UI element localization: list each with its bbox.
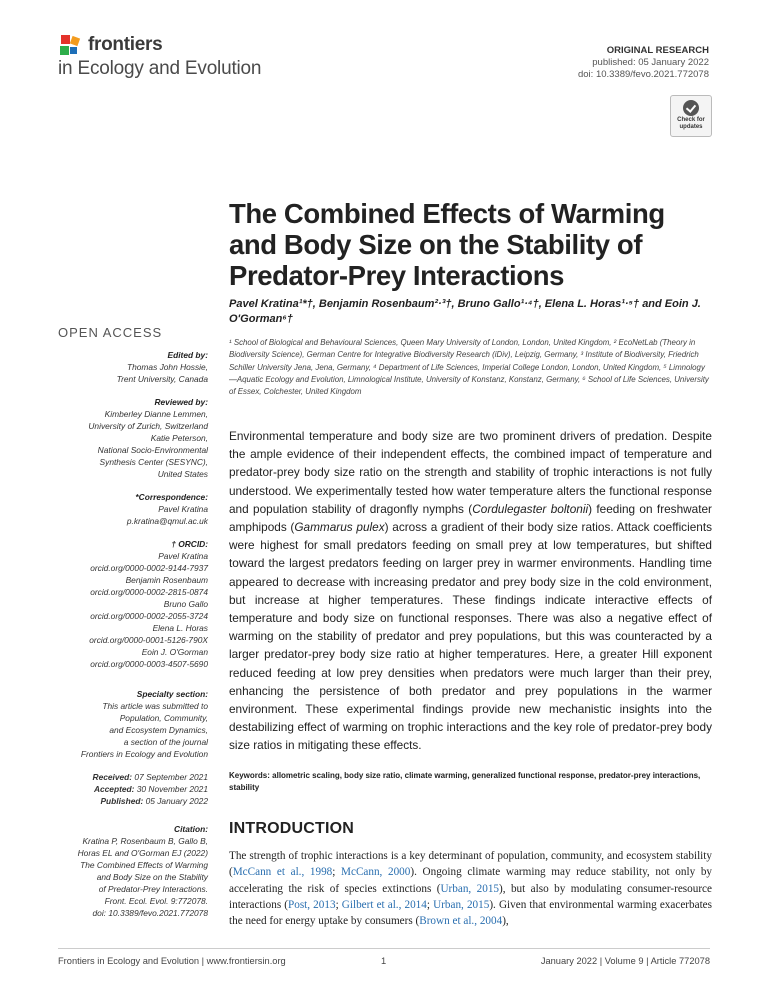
edited-by-label: Edited by:	[167, 350, 208, 360]
author-list: Pavel Kratina¹*†, Benjamin Rosenbaum²·³†, Bruno Gallo¹·⁴†, Elena L. Horas¹·⁵† and Eoin J. O'Gorman⁶†	[229, 298, 701, 325]
orcid-label: † ORCID:	[171, 539, 208, 549]
published-label: Published:	[100, 796, 144, 806]
correspondence-block	[58, 491, 208, 527]
citation-link[interactable]: Gilbert et al., 2014	[341, 898, 427, 911]
published-date: published: 05 January 2022	[592, 57, 709, 68]
body-text: ;	[335, 898, 342, 911]
citation-link[interactable]: Urban, 2015	[433, 898, 490, 911]
dates-block	[58, 771, 208, 807]
specialty-line: This article was submitted to	[102, 701, 208, 711]
correspondence-name: Pavel Kratina	[158, 504, 208, 514]
citation-link[interactable]: Brown et al., 2004	[419, 915, 503, 928]
keywords	[229, 770, 712, 793]
citation-link[interactable]: Urban, 2015	[440, 882, 500, 895]
citation-line: Kratina P, Rosenbaum B, Gallo B,	[82, 836, 208, 846]
species-name: Cordulegaster boltonii	[472, 501, 589, 516]
orcid-link[interactable]: orcid.org/0000-0003-4507-5690	[90, 659, 208, 669]
keywords-value: allometric scaling, body size ratio, climate warming, generalized functional response, predator-prey interactions, stability	[229, 771, 701, 792]
article-type: ORIGINAL RESEARCH	[606, 45, 709, 56]
orcid-link[interactable]: orcid.org/0000-0002-2815-0874	[90, 587, 208, 597]
published-date-sidebar	[58, 795, 208, 807]
citation-block	[58, 823, 208, 919]
abstract-text: ) feeding on freshwater amphipods (	[229, 501, 712, 535]
published-value: 05 January 2022	[145, 796, 208, 806]
journal-brand: frontiers	[88, 34, 163, 55]
received-value: 07 September 2021	[134, 772, 208, 782]
article-title: The Combined Effects of Warming and Body Size on the Stability of Predator-Prey Interactions	[229, 198, 665, 291]
received-label: Received:	[92, 772, 133, 782]
body-text: ;	[426, 898, 434, 911]
citation-link[interactable]: McCann, 2000	[341, 866, 411, 879]
reviewer-line: Kimberley Dianne Lemmen,	[104, 409, 208, 419]
orcid-author: Eoin J. O'Gorman	[141, 647, 208, 657]
article-doi[interactable]: doi: 10.3389/fevo.2021.772078	[577, 69, 709, 80]
correspondence-email[interactable]: p.kratina@qmul.ac.uk	[126, 516, 208, 526]
citation-doi[interactable]: doi: 10.3389/fevo.2021.772078	[92, 908, 208, 918]
section-heading: INTRODUCTION	[229, 820, 355, 837]
article-meta	[578, 45, 709, 81]
page-number: 1	[381, 956, 387, 966]
specialty-label: Specialty section:	[136, 689, 208, 699]
received-date	[58, 771, 208, 783]
affiliations: ¹ School of Biological and Behavioural Sciences, Queen Mary University of London, London, United Kingdom, ² EcoNetLab (Theory in Biodiversity Science), German Centre for Integrative Biodiversity Research (iDiv), Leipzig, Germany, ³ Institute of Biodiversity, Friedrich Schiller University Jena, Jena, Germany, ⁴ Department of Life Sciences, Imperial College London, London, United Kingdom, ⁵ Limnology—Aquatic Ecology and Evolution, Limnological Institute, University of Konstanz, Konstanz, Germany, ⁶ School of Life Sciences, University of Essex, Colchester, United Kingdom	[229, 338, 709, 397]
specialty-line: Population, Community,	[119, 713, 208, 723]
keywords-label: Keywords:	[229, 771, 270, 780]
orcid-author: Bruno Gallo	[163, 599, 208, 609]
body-text: ),	[502, 915, 509, 928]
specialty-block	[58, 688, 208, 760]
open-access-badge: OPEN ACCESS	[58, 325, 163, 340]
reviewer-line: University of Zurich, Switzerland	[88, 421, 208, 431]
specialty-line: and Ecosystem Dynamics,	[109, 725, 208, 735]
check-updates-label-1: Check for	[677, 117, 705, 123]
orcid-block	[58, 538, 208, 670]
accepted-date	[58, 783, 208, 795]
accepted-label: Accepted:	[93, 784, 135, 794]
article-sidebar	[58, 327, 208, 930]
body-text: ;	[332, 866, 342, 879]
citation-link[interactable]: McCann et al., 1998	[232, 866, 333, 879]
citation-line: and Body Size on the Stability	[96, 872, 208, 882]
orcid-link[interactable]: orcid.org/0000-0001-5126-790X	[89, 635, 208, 645]
reviewed-by-block	[58, 396, 208, 480]
footer-journal[interactable]: Frontiers in Ecology and Evolution | www.frontiersin.org	[58, 956, 286, 966]
reviewer-line: Katie Peterson,	[150, 433, 208, 443]
orcid-link[interactable]: orcid.org/0000-0002-9144-7937	[90, 563, 208, 573]
reviewer-line: National Socio-Environmental	[97, 445, 208, 455]
body-text: ), but also by modulating consumer-resource interactions (	[229, 882, 712, 911]
citation-line: of Predator-Prey Interactions.	[98, 884, 208, 894]
citation-link[interactable]: Post, 2013	[288, 898, 336, 911]
specialty-line: Frontiers in Ecology and Evolution	[80, 749, 208, 759]
abstract-text: ) across a gradient of their body size ratios. Attack coefficients were highest for small predators feeding on small prey at low temperatures, but shifted toward the largest predators feeding on larger prey in warmer environments. Handling time appeared to decrease with increasing predator and prey body size in the cold environment, but increase at higher temperatures. These findings indicate interactive effects of temperature and body size on functional responses. There was also a negative effect of warming on the stability of predator and prey populations, but this was counteracted by a larger predator-prey body size ratio at higher temperatures. Here, a greater Hill exponent reduced feeding at low prey densities when predators were much larger than their prey, enhancing the persistence of both predator and prey populations in the warmer environment. These experimental findings provide new mechanistic insights into the destabilizing effect of warming on trophic interactions and the key role of predator-prey body size ratios in mitigating these effects.	[229, 520, 713, 753]
orcid-link[interactable]: orcid.org/0000-0002-2055-3724	[90, 611, 208, 621]
reviewer-line: Synthesis Center (SESYNC),	[99, 457, 208, 467]
reviewed-by-label: Reviewed by:	[154, 397, 208, 407]
citation-label: Citation:	[174, 824, 208, 834]
journal-name: in Ecology and Evolution	[58, 58, 262, 79]
citation-line: Horas EL and O'Gorman EJ (2022)	[77, 848, 208, 858]
orcid-author: Benjamin Rosenbaum	[125, 575, 208, 585]
body-text: ). Given that environmental warming exacerbates the need for energy uptake by consumers (	[229, 898, 713, 928]
check-for-updates-button[interactable]	[670, 95, 712, 137]
frontiers-logo-icon	[58, 33, 84, 59]
accepted-value: 30 November 2021	[136, 784, 208, 794]
abstract	[229, 427, 712, 755]
abstract-text: Environmental temperature and body size are two prominent drivers of predation. Despite the ample evidence of their independent effects, the combined impact of temperature and predator-prey body size ratio on the strength and stability of trophic interactions is not fully understood. We experimentally tested how water temperature alters the functional response and population stability of dragonfly nymphs (	[229, 429, 712, 516]
editor-line: Thomas John Hossie,	[127, 362, 208, 372]
orcid-author: Pavel Kratina	[158, 551, 208, 561]
footer-divider	[58, 948, 710, 949]
check-updates-icon	[683, 100, 699, 116]
species-name: Gammarus pulex	[294, 520, 385, 535]
edited-by-block	[58, 349, 208, 385]
body-text: The strength of trophic interactions is a key determinant of population, community, and ecosystem stability (	[229, 850, 712, 879]
introduction-paragraph	[229, 848, 712, 929]
footer-issue: January 2022 | Volume 9 | Article 772078	[540, 956, 710, 966]
reviewer-line: United States	[157, 469, 208, 479]
correspondence-label: *Correspondence:	[135, 492, 208, 502]
orcid-author: Elena L. Horas	[152, 623, 208, 633]
citation-line: The Combined Effects of Warming	[80, 860, 208, 870]
citation-line: Front. Ecol. Evol. 9:772078.	[104, 896, 208, 906]
specialty-line: a section of the journal	[123, 737, 208, 747]
body-text: ). Ongoing climate warming may reduce stability, not only by accelerating the risk of species extinctions (	[229, 866, 713, 895]
editor-line: Trent University, Canada	[116, 374, 208, 384]
check-updates-label-2: updates	[679, 123, 703, 130]
